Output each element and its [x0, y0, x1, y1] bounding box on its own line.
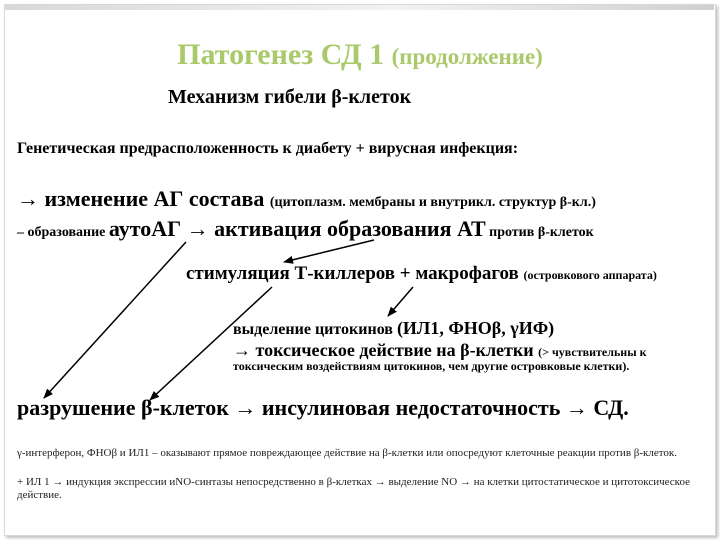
autoantigen-main: аутоАГ → активация образования АТ	[108, 216, 486, 241]
text-line-genetic: Генетическая предрасположенность к диабету + вирусная инфекция:	[17, 140, 519, 157]
cytokines-main: выделение цитокинов	[233, 321, 397, 338]
arrow-killers-to-destruction	[150, 287, 272, 400]
autoantigen-prefix: – образование	[17, 225, 109, 240]
title-paren: (продолжение)	[391, 44, 543, 69]
killers-main: стимуляция Т-киллеров + макрофагов	[186, 263, 524, 284]
cytokines-list: (ИЛ1, ФНОβ, γИФ)	[396, 318, 555, 338]
arrow-killers-to-cytokines	[388, 287, 413, 316]
killers-detail: (островкового аппарата)	[523, 268, 657, 282]
title-main: Патогенез СД 1	[177, 38, 392, 71]
antigen-change-detail: (цитоплазм. мембраны и внутрикл. структур β-кл.)	[269, 195, 596, 210]
text-line-toxic-cont: токсическим воздействиям цитокинов, чем другие островковые клетки).	[233, 359, 630, 373]
toxic-main: → токсическое действие на β-клетки	[233, 340, 539, 360]
footnote-2: + ИЛ 1 → индукция экспрессии иNO-синтазы непосредственно в β-клетках → выделение NO → на клетки цитостатическое и цитотоксическое действие.	[17, 476, 690, 501]
arrow-autoantigen-to-destruction	[44, 242, 186, 398]
footnote-1: γ-интерферон, ФНОβ и ИЛ1 – оказывают прямое повреждающее действие на β-клетки или опосредуют клеточные реакции против β-клеток.	[17, 447, 677, 459]
text-line-conclusion: разрушение β-клеток → инсулиновая недостаточность → СД.	[17, 395, 629, 420]
arrow-antibodies-to-killers	[284, 240, 374, 262]
autoantigen-suffix: против β-клеток	[485, 225, 594, 240]
toxic-detail: (> чувствительны к	[538, 345, 647, 359]
subtitle: Механизм гибели β-клеток	[168, 86, 412, 108]
antigen-change-main: → изменение АГ состава	[17, 186, 270, 211]
